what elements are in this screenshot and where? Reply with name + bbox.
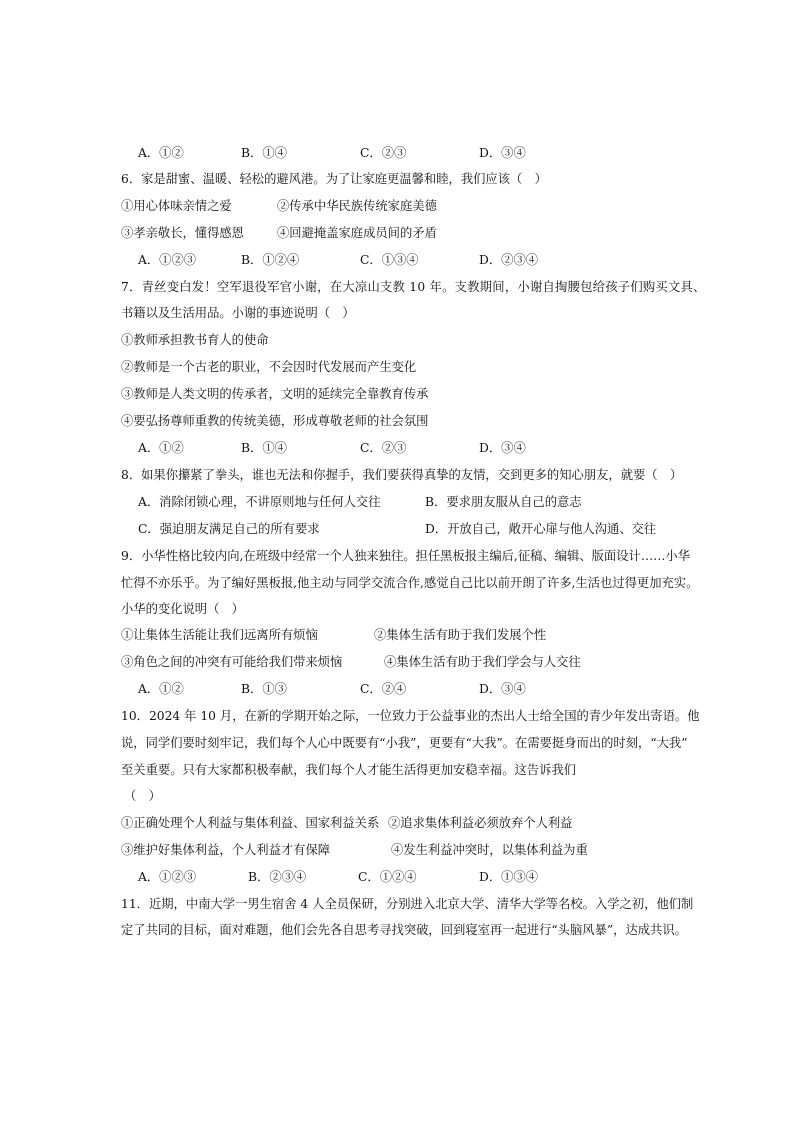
q10-stem-line-2: 说，同学们要时刻牢记，我们每个人心中既要有“小我”，更要有“大我”。在需要挺身而出的时刻，“大我” xyxy=(121,736,688,750)
q9-option-c[interactable]: C．②④ xyxy=(360,682,407,696)
q10-stem-line-4: （ ） xyxy=(124,789,161,803)
q6-option-a[interactable]: A．①②③ xyxy=(138,253,197,267)
q9-stem-line-2: 忙得不亦乐乎。为了编好黑板报,他主动与同学交流合作,感觉自己比以前开朗了许多,生活也过得更加充实。 xyxy=(121,576,699,590)
q7-option-d[interactable]: D．③④ xyxy=(479,441,526,455)
q10-stem-line-1: 10．2024 年 10 月，在新的学期开始之际，一位致力于公益事业的杰出人士给全国的青少年发出寄语。他 xyxy=(121,709,700,723)
q8-option-d[interactable]: D．开放自己，敞开心扉与他人沟通、交往 xyxy=(425,522,657,536)
q9-statement-2: ②集体生活有助于我们发展个性 xyxy=(374,628,547,642)
q10-statement-4: ④发生利益冲突时，以集体利益为重 xyxy=(391,843,588,857)
q5-option-b[interactable]: B．①④ xyxy=(241,146,287,160)
q11-stem-line-2: 定了共同的目标，面对难题，他们会先各自思考寻找突破，回到寝室再一起进行“头脑风暴”，达成共识。 xyxy=(121,923,687,937)
q8-option-c[interactable]: C．强迫朋友满足自己的所有要求 xyxy=(138,522,320,536)
q7-statement-2: ②教师是一个古老的职业，不会因时代发展而产生变化 xyxy=(121,360,417,374)
q9-stem-line-3: 小华的变化说明（ ） xyxy=(121,602,244,616)
q9-option-a[interactable]: A．①② xyxy=(138,682,184,696)
q9-option-b[interactable]: B．①③ xyxy=(241,682,287,696)
q10-option-a[interactable]: A．①②③ xyxy=(138,870,197,884)
q6-option-d[interactable]: D．②③④ xyxy=(479,253,539,267)
q9-statement-4: ④集体生活有助于我们学会与人交往 xyxy=(384,655,581,669)
q6-stem: 6．家是甜蜜、温暖、轻松的避风港。为了让家庭更温馨和睦，我们应该（ ） xyxy=(121,172,547,186)
q10-stem-line-3: 至关重要。只有大家都积极奉献，我们每个人才能生活得更加安稳幸福。这告诉我们 xyxy=(121,763,576,777)
q7-statement-3: ③教师是人类文明的传承者，文明的延续完全靠教育传承 xyxy=(121,387,429,401)
q6-statement-1: ①用心体味亲情之爱 xyxy=(121,199,232,213)
q7-stem-line-1: 7．青丝变白发！空军退役军官小谢，在大凉山支教 10 年。支教期间，小谢自掏腰包给孩子们购买文具、 xyxy=(121,280,706,294)
q10-option-b[interactable]: B．②③④ xyxy=(248,870,307,884)
q6-statement-3: ③孝亲敬长，懂得感恩 xyxy=(121,226,244,240)
q6-statement-2: ②传承中华民族传统家庭美德 xyxy=(277,199,437,213)
q10-option-c[interactable]: C．①②④ xyxy=(358,870,417,884)
q5-option-a[interactable]: A．①② xyxy=(138,146,184,160)
q9-statement-1: ①让集体生活能让我们远离所有烦恼 xyxy=(121,628,318,642)
q10-option-d[interactable]: D．①③④ xyxy=(479,870,539,884)
q7-option-c[interactable]: C．②③ xyxy=(360,441,407,455)
q10-statement-2: ②追求集体利益必须放弃个人利益 xyxy=(388,816,573,830)
q6-option-c[interactable]: C．①③④ xyxy=(360,253,419,267)
q11-stem-line-1: 11．近期，中南大学一男生宿舍 4 人全员保研，分别进入北京大学、清华大学等名校。入学之初，他们制 xyxy=(121,897,694,911)
q9-statement-3: ③角色之间的冲突有可能给我们带来烦恼 xyxy=(121,655,343,669)
q5-option-d[interactable]: D．③④ xyxy=(479,146,526,160)
q6-option-b[interactable]: B．①②④ xyxy=(241,253,300,267)
q7-statement-4: ④要弘扬尊师重教的传统美德，形成尊敬老师的社会氛围 xyxy=(121,414,429,428)
q7-option-b[interactable]: B．①④ xyxy=(241,441,287,455)
q8-option-a[interactable]: A．消除闭锁心理，不讲原则地与任何人交往 xyxy=(138,495,381,509)
q5-option-c[interactable]: C．②③ xyxy=(360,146,407,160)
q7-option-a[interactable]: A．①② xyxy=(138,441,184,455)
q10-statement-3: ③维护好集体利益，个人利益才有保障 xyxy=(121,843,331,857)
q7-statement-1: ①教师承担教书育人的使命 xyxy=(121,333,269,347)
q8-stem: 8．如果你攥紧了拳头，谁也无法和你握手，我们要获得真挚的友情，交到更多的知心朋友，就要（ ） xyxy=(121,468,683,482)
q7-stem-line-2: 书籍以及生活用品。小谢的事迹说明（ ） xyxy=(121,306,355,320)
q9-option-d[interactable]: D．③④ xyxy=(479,682,526,696)
q9-stem-line-1: 9．小华性格比较内向,在班级中经常一个人独来独往。担任黑板报主编后,征稿、编辑、版面设计……小华 xyxy=(121,549,691,563)
q10-statement-1: ①正确处理个人利益与集体利益、国家利益关系 xyxy=(121,816,380,830)
q6-statement-4: ④回避掩盖家庭成员间的矛盾 xyxy=(277,226,437,240)
q8-option-b[interactable]: B．要求朋友服从自己的意志 xyxy=(425,495,582,509)
